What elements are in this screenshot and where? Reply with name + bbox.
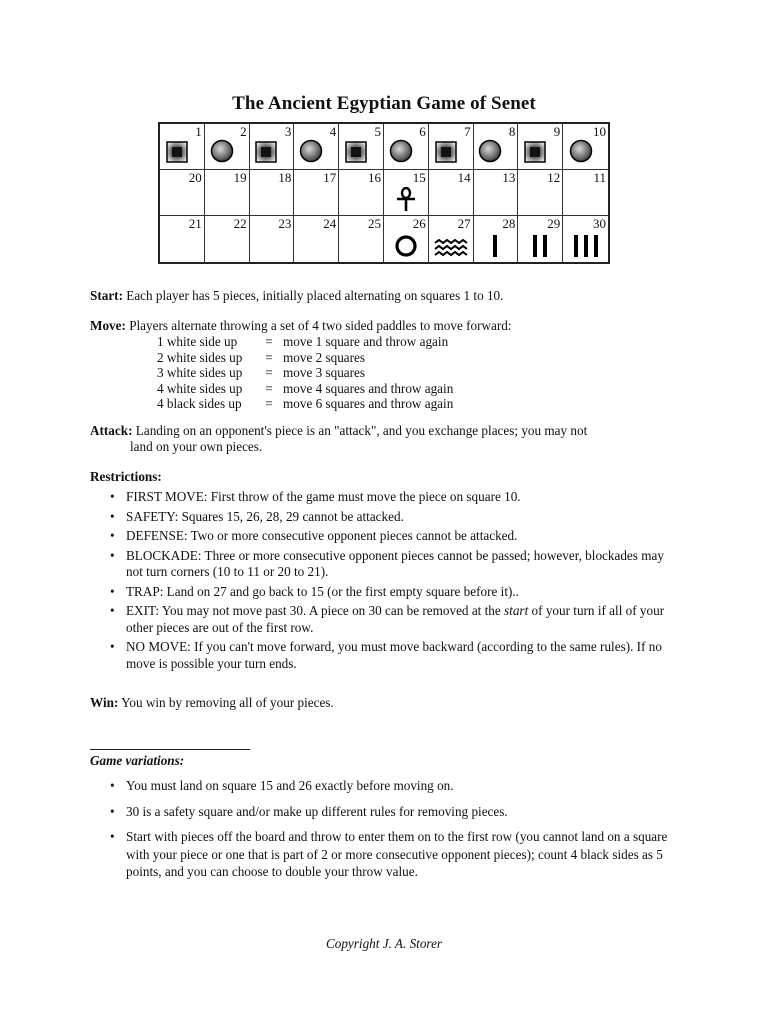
square-number: 22	[233, 216, 247, 231]
square-number: 30	[592, 216, 606, 231]
one-bar-icon	[474, 234, 518, 258]
section-divider	[90, 749, 250, 750]
board-square-14	[429, 170, 474, 216]
restriction-text: NO MOVE: If you can't move forward, you must move backward (according to the same rules). If no move is possible your turn ends.	[126, 639, 662, 671]
throw-result: move 4 squares and throw again	[283, 380, 454, 396]
restriction-text: DEFENSE: Two or more consecutive opponent pieces cannot be attacked.	[126, 528, 518, 543]
two-bars-icon	[518, 234, 562, 258]
board-square-22	[205, 216, 250, 262]
throw-row	[157, 334, 453, 350]
throw-value: 3 white sides up	[157, 365, 243, 380]
square-number: 20	[188, 170, 202, 185]
throw-result: move 2 squares	[283, 349, 366, 365]
square-number: 2	[240, 124, 247, 139]
board-square-13	[474, 170, 519, 216]
square-number: 17	[323, 170, 337, 185]
throw-value: 2 white sides up	[157, 349, 243, 365]
board-square-26	[384, 216, 429, 262]
restrictions-list	[108, 489, 678, 675]
board-square-15	[384, 170, 429, 216]
square-number: 25	[367, 216, 381, 231]
move-text: Players alternate throwing a set of 4 two sided paddles to move forward:	[129, 318, 512, 333]
senet-board	[158, 122, 610, 264]
attack-paragraph	[90, 423, 690, 455]
square-number: 12	[547, 170, 561, 185]
emphasis-text: start	[504, 603, 529, 618]
throw-value: 4 white sides up	[157, 380, 243, 396]
restriction-text: EXIT: You may not move past 30. A piece on 30 can be removed at the	[126, 603, 505, 618]
restriction-item	[108, 584, 678, 601]
board-square-25	[339, 216, 384, 262]
square-number: 3	[284, 124, 292, 139]
restriction-text: BLOCKADE: Three or more consecutive opponent pieces cannot be passed; however, blockades may not turn corners (10 to 11 or 20 to 21).	[126, 547, 664, 579]
restriction-text: TRAP: Land on 27 and go back to 15 (or the first empty square before it)..	[126, 583, 519, 599]
win-label: Win:	[90, 695, 119, 710]
restriction-item	[108, 528, 678, 545]
throw-result: move 3 squares	[283, 365, 366, 380]
variations-heading: Game variations:	[90, 753, 185, 768]
page-title: The Ancient Egyptian Game of Senet	[232, 93, 536, 114]
square-number: 29	[547, 216, 561, 231]
throw-result: move 1 square and throw again	[283, 334, 449, 349]
throw-row	[157, 381, 453, 397]
throw-value: 1 white side up	[157, 334, 238, 349]
square-number: 26	[412, 216, 426, 231]
variation-item	[108, 828, 693, 881]
move-label: Move:	[90, 318, 126, 333]
board-square-12	[518, 170, 563, 216]
board-square-20	[160, 170, 205, 216]
ankh-icon	[384, 187, 428, 211]
square-number: 4	[329, 124, 337, 139]
throw-row	[157, 365, 453, 381]
square-number: 5	[374, 124, 381, 139]
square-number: 14	[457, 170, 471, 185]
restriction-text: of your turn if all of your other pieces are out of the first row.	[126, 603, 665, 635]
square-number: 28	[502, 216, 516, 231]
board-square-16	[339, 170, 384, 216]
restriction-item	[108, 639, 678, 672]
start-label: Start:	[90, 288, 123, 303]
attack-text-line1: Landing on an opponent's piece is an "attack", and you exchange places; you may not	[135, 423, 588, 438]
square-number: 9	[553, 124, 561, 139]
circle-piece-icon	[553, 139, 608, 163]
square-number: 10	[592, 124, 606, 139]
equals-sign: =	[265, 365, 273, 380]
restrictions-label: Restrictions:	[90, 469, 162, 484]
attack-label: Attack:	[90, 423, 133, 438]
move-paragraph	[90, 318, 512, 334]
board-square-21	[160, 216, 205, 262]
board-square-23	[250, 216, 295, 262]
variation-text: Start with pieces off the board and throw to enter them on to the first row (you cannot land on a square with your piece or one that is part of 2 or more consecutive opponent pieces); count 4 black sides as 5 points, and you can choose to double your throw value.	[126, 829, 668, 879]
square-number: 7	[464, 124, 471, 139]
restriction-item	[108, 548, 678, 581]
variation-text: You must land on square 15 and 26 exactly before moving on.	[126, 778, 454, 793]
board-square-17	[294, 170, 339, 216]
equals-sign: =	[265, 396, 273, 411]
throw-result: move 6 squares and throw again	[283, 396, 454, 411]
attack-text-line2: land on your own pieces.	[130, 439, 263, 454]
square-number: 1	[195, 124, 202, 139]
three-bars-icon	[563, 234, 608, 258]
square-number: 23	[278, 216, 292, 231]
throw-value: 4 black sides up	[157, 396, 242, 411]
square-number: 16	[367, 170, 381, 185]
copyright: Copyright J. A. Storer	[325, 936, 443, 951]
start-paragraph	[90, 288, 503, 304]
variation-item	[108, 803, 693, 821]
board-square-27	[429, 216, 474, 262]
water-icon	[429, 238, 473, 258]
variations-list	[108, 777, 693, 889]
board-square-24	[294, 216, 339, 262]
board-square-18	[250, 170, 295, 216]
board-square-28	[474, 216, 519, 262]
restriction-item	[108, 603, 678, 636]
square-number: 19	[233, 170, 247, 185]
square-number: 11	[593, 170, 606, 185]
square-number: 21	[188, 216, 202, 231]
square-number: 6	[419, 124, 426, 139]
board-square-29	[518, 216, 563, 262]
restriction-item	[108, 489, 678, 506]
square-number: 8	[508, 124, 516, 139]
restriction-item	[108, 509, 678, 526]
square-number: 18	[278, 170, 292, 185]
equals-sign: =	[265, 380, 273, 396]
restriction-text: SAFETY: Squares 15, 26, 28, 29 cannot be attacked.	[126, 508, 404, 524]
restriction-text: FIRST MOVE: First throw of the game must move the piece on square 10.	[126, 489, 521, 504]
restrictions-heading	[90, 469, 162, 485]
win-text: You win by removing all of your pieces.	[121, 695, 334, 710]
equals-sign: =	[265, 349, 273, 365]
board-square-10	[563, 124, 608, 170]
square-number: 15	[412, 170, 426, 185]
square-number: 24	[323, 216, 337, 231]
ring-icon	[384, 234, 428, 258]
throw-row	[157, 350, 453, 366]
start-text: Each player has 5 pieces, initially placed alternating on squares 1 to 10.	[126, 288, 504, 303]
board-square-19	[205, 170, 250, 216]
board-square-11	[563, 170, 608, 216]
variation-item	[108, 777, 693, 795]
square-number: 13	[502, 170, 516, 185]
throw-table	[157, 334, 453, 412]
win-paragraph	[90, 695, 334, 711]
equals-sign: =	[265, 334, 273, 349]
board-square-30	[563, 216, 608, 262]
square-number: 27	[457, 216, 471, 231]
throw-row	[157, 396, 453, 412]
variation-text: 30 is a safety square and/or make up different rules for removing pieces.	[126, 803, 508, 819]
